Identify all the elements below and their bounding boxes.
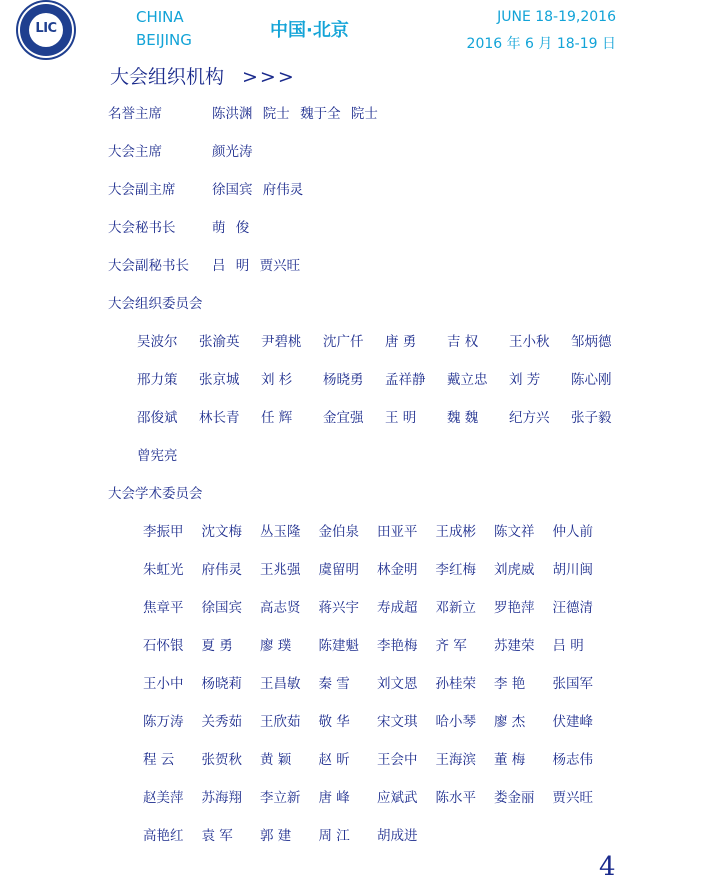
member-name: 王昌敏 bbox=[260, 676, 301, 692]
member-name: 王海滨 bbox=[435, 752, 476, 768]
member-name: 林金明 bbox=[377, 562, 418, 578]
member-name: 袁 军 bbox=[201, 828, 233, 844]
member-name: 胡川闽 bbox=[552, 562, 593, 578]
member-name: 廖 璞 bbox=[260, 638, 292, 654]
member-name: 虞留明 bbox=[318, 562, 359, 578]
role-names: 吕 明 贾兴旺 bbox=[212, 258, 301, 274]
section-arrows: >>> bbox=[242, 66, 296, 88]
academic-committee-row bbox=[143, 672, 611, 692]
member-name: 张渝英 bbox=[199, 334, 240, 350]
role-row bbox=[108, 140, 253, 160]
member-name: 徐国宾 bbox=[201, 600, 242, 616]
member-name: 孙桂荣 bbox=[435, 676, 476, 692]
org-committee-row bbox=[137, 406, 633, 426]
header-country: CHINA bbox=[136, 8, 184, 26]
member-name: 李振甲 bbox=[143, 524, 184, 540]
member-name: 哈小琴 bbox=[435, 714, 476, 730]
member-name: 齐 军 bbox=[435, 638, 467, 654]
member-name: 刘文恩 bbox=[377, 676, 418, 692]
member-name: 唐 勇 bbox=[385, 334, 417, 350]
member-name: 廖 杰 bbox=[494, 714, 526, 730]
role-row bbox=[108, 292, 203, 312]
page-number: 4 bbox=[599, 852, 616, 882]
member-name: 张贺秋 bbox=[201, 752, 242, 768]
org-committee-row bbox=[137, 444, 199, 464]
member-name: 张京城 bbox=[199, 372, 240, 388]
member-name: 周 江 bbox=[318, 828, 350, 844]
academic-committee-row bbox=[143, 558, 611, 578]
member-name: 胡成进 bbox=[377, 828, 418, 844]
member-name: 魏 魏 bbox=[447, 410, 479, 426]
member-name: 应斌武 bbox=[377, 790, 418, 806]
member-name: 邹炳德 bbox=[571, 334, 612, 350]
section-title bbox=[110, 62, 296, 89]
member-name: 金宜强 bbox=[323, 410, 364, 426]
member-name: 敬 华 bbox=[318, 714, 350, 730]
member-name: 赵 昕 bbox=[318, 752, 350, 768]
member-name: 唐 峰 bbox=[318, 790, 350, 806]
member-name: 陈心刚 bbox=[571, 372, 612, 388]
header-location-cn: 中国·北京 bbox=[270, 20, 349, 41]
member-name: 王成彬 bbox=[435, 524, 476, 540]
member-name: 府伟灵 bbox=[201, 562, 242, 578]
member-name: 杨志伟 bbox=[552, 752, 593, 768]
member-name: 伏建峰 bbox=[552, 714, 593, 730]
academic-committee-row bbox=[143, 596, 611, 616]
member-name: 陈建魁 bbox=[318, 638, 359, 654]
member-name: 陈水平 bbox=[435, 790, 476, 806]
member-name: 高艳红 bbox=[143, 828, 184, 844]
member-name: 邢力策 bbox=[137, 372, 178, 388]
member-name: 王会中 bbox=[377, 752, 418, 768]
header-date-en: JUNE 18-19,2016 bbox=[497, 9, 616, 25]
member-name: 张子毅 bbox=[571, 410, 612, 426]
member-name: 黄 颖 bbox=[260, 752, 292, 768]
member-name: 李红梅 bbox=[435, 562, 476, 578]
member-name: 田亚平 bbox=[377, 524, 418, 540]
member-name: 赵美萍 bbox=[143, 790, 184, 806]
member-name: 罗艳萍 bbox=[494, 600, 535, 616]
member-name: 董 梅 bbox=[494, 752, 526, 768]
member-name: 秦 雪 bbox=[318, 676, 350, 692]
member-name: 程 云 bbox=[143, 752, 175, 768]
member-name: 王小秋 bbox=[509, 334, 550, 350]
member-name: 邓新立 bbox=[435, 600, 476, 616]
member-name: 刘 芳 bbox=[509, 372, 541, 388]
member-name: 寿成超 bbox=[377, 600, 418, 616]
member-name: 苏建荣 bbox=[494, 638, 535, 654]
member-name: 沈广仟 bbox=[323, 334, 364, 350]
member-name: 关秀茹 bbox=[201, 714, 242, 730]
member-name: 林长青 bbox=[199, 410, 240, 426]
role-label: 大会副主席 bbox=[108, 182, 176, 198]
academic-committee-row bbox=[143, 786, 611, 806]
section-title-text: 大会组织机构 bbox=[110, 66, 225, 88]
academic-committee-row bbox=[143, 748, 611, 768]
member-name: 吉 权 bbox=[447, 334, 479, 350]
member-name: 李艳梅 bbox=[377, 638, 418, 654]
academic-committee-row bbox=[143, 520, 611, 540]
member-name: 金伯泉 bbox=[318, 524, 359, 540]
member-name: 娄金丽 bbox=[494, 790, 535, 806]
member-name: 任 辉 bbox=[261, 410, 293, 426]
member-name: 郭 建 bbox=[260, 828, 292, 844]
role-row bbox=[108, 216, 249, 236]
member-name: 高志贤 bbox=[260, 600, 301, 616]
member-name: 刘虎威 bbox=[494, 562, 535, 578]
role-names: 颜光涛 bbox=[212, 144, 253, 160]
member-name: 吕 明 bbox=[552, 638, 584, 654]
member-name: 陈万涛 bbox=[143, 714, 184, 730]
member-name: 仲人前 bbox=[552, 524, 593, 540]
member-name: 邵俊斌 bbox=[137, 410, 178, 426]
member-name: 曾宪亮 bbox=[137, 448, 178, 464]
member-name: 纪方兴 bbox=[509, 410, 550, 426]
member-name: 孟祥静 bbox=[385, 372, 426, 388]
header-city: BEIJING bbox=[136, 31, 192, 49]
academic-committee-row bbox=[143, 634, 611, 654]
member-name: 沈文梅 bbox=[201, 524, 242, 540]
member-name: 张国军 bbox=[552, 676, 593, 692]
role-label: 大会学术委员会 bbox=[108, 486, 203, 502]
role-names: 陈洪渊 院士 魏于全 院士 bbox=[212, 106, 378, 122]
member-name: 焦章平 bbox=[143, 600, 184, 616]
member-name: 王小中 bbox=[143, 676, 184, 692]
role-row bbox=[108, 178, 303, 198]
member-name: 李立新 bbox=[260, 790, 301, 806]
member-name: 李 艳 bbox=[494, 676, 526, 692]
member-name: 夏 勇 bbox=[201, 638, 233, 654]
member-name: 杨晓勇 bbox=[323, 372, 364, 388]
member-name: 丛玉隆 bbox=[260, 524, 301, 540]
academic-committee-row bbox=[143, 824, 436, 844]
role-label: 大会副秘书长 bbox=[108, 258, 189, 274]
org-committee-row bbox=[137, 330, 633, 350]
member-name: 戴立忠 bbox=[447, 372, 488, 388]
member-name: 朱虹光 bbox=[143, 562, 184, 578]
member-name: 汪德清 bbox=[552, 600, 593, 616]
role-label: 大会组织委员会 bbox=[108, 296, 203, 312]
role-label: 大会主席 bbox=[108, 144, 162, 160]
member-name: 宋文琪 bbox=[377, 714, 418, 730]
member-name: 吴波尔 bbox=[137, 334, 178, 350]
member-name: 贾兴旺 bbox=[552, 790, 593, 806]
member-name: 蒋兴宇 bbox=[318, 600, 359, 616]
member-name: 刘 杉 bbox=[261, 372, 293, 388]
logo-text: LIC bbox=[35, 21, 57, 36]
conference-logo bbox=[20, 4, 72, 56]
role-names: 徐国宾 府伟灵 bbox=[212, 182, 304, 198]
member-name: 杨晓莉 bbox=[201, 676, 242, 692]
member-name: 石怀银 bbox=[143, 638, 184, 654]
member-name: 王欣茹 bbox=[260, 714, 301, 730]
role-row bbox=[108, 482, 203, 502]
role-label: 大会秘书长 bbox=[108, 220, 176, 236]
member-name: 王 明 bbox=[385, 410, 417, 426]
header-date-cn: 2016 年 6 月 18-19 日 bbox=[466, 36, 616, 52]
role-row bbox=[108, 254, 300, 274]
role-label: 名誉主席 bbox=[108, 106, 162, 122]
org-committee-row bbox=[137, 368, 633, 388]
academic-committee-row bbox=[143, 710, 611, 730]
role-row bbox=[108, 102, 378, 122]
member-name: 王兆强 bbox=[260, 562, 301, 578]
member-name: 苏海翔 bbox=[201, 790, 242, 806]
role-names: 萌 俊 bbox=[212, 220, 250, 236]
member-name: 陈文祥 bbox=[494, 524, 535, 540]
member-name: 尹碧桃 bbox=[261, 334, 302, 350]
